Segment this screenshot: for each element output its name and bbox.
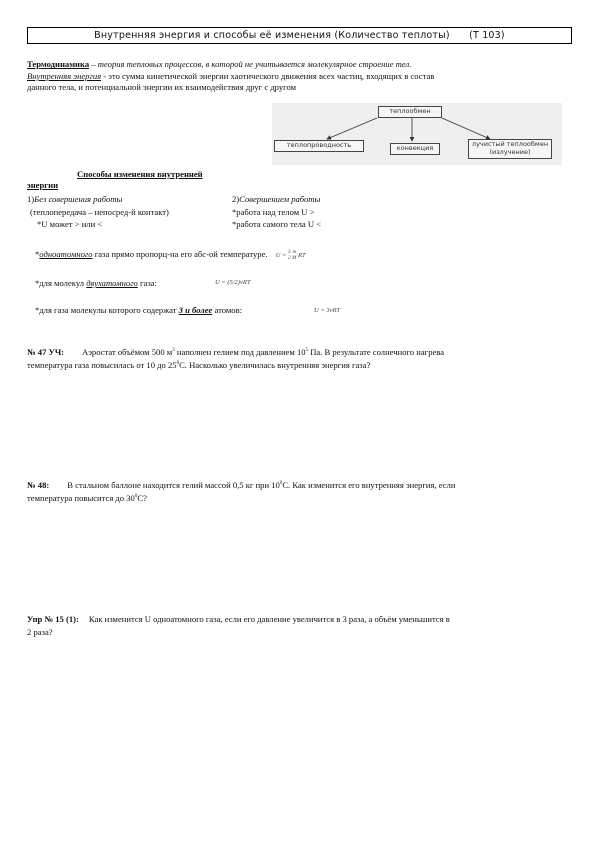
exercise-15-line-2: 2 раза? [27, 627, 53, 637]
diatomic-word: двухатомного [86, 278, 138, 288]
problem-47-line-2: температура газа повысилась от 10 до $25^0С$. Насколько увеличилась внутренняя энергия газа? [27, 359, 371, 370]
exercise-15: Упр № 15 (1): Как изменится U одноатомного газа, если его давление увеличится в 3 раза, а объём уменьшится в [27, 614, 450, 624]
internal-energy-text-2: данного тела, и потенциальной энергии их взаимодействия друг с другом [27, 82, 297, 92]
monatomic-text: газа прямо пропорц-на его абс-ой температуре. [92, 249, 268, 259]
monatomic-word: одноатомного [39, 249, 93, 259]
method-no-work-bullet: *U может > или < [37, 219, 103, 229]
problem-48-label: № 48: [27, 479, 50, 490]
methods-heading-2: энергии [27, 180, 59, 190]
methods-heading-1: Способы изменения внутренней [77, 169, 203, 179]
arrow-to-conduction [327, 118, 377, 139]
node-convection: конвекция [390, 143, 440, 155]
method-work-num: 2) [232, 194, 240, 204]
heat-transfer-diagram [272, 103, 562, 165]
diatomic-formula: U = (5/2)νRT [215, 279, 251, 286]
internal-energy-term: Внутренняя энергия [27, 71, 102, 81]
diatomic-gas-line: *для молекул двухатомного газа: [35, 278, 157, 288]
method-work-bullet-1: *работа над телом U > [232, 207, 315, 217]
exercise-15-label: Упр № 15 (1): [27, 614, 79, 624]
method-no-work-title [27, 194, 122, 205]
problem-48-line-2: температура повысится до $30^0С$? [27, 492, 147, 503]
thermodynamics-text: – теория тепловых процессов, в которой не учитывается молекулярное строение тел. [89, 59, 412, 69]
page-title: Внутренняя энергия и способы её изменения (Количество теплоты) [94, 30, 450, 41]
thermodynamics-definition [27, 59, 572, 70]
internal-energy-definition [27, 71, 572, 82]
internal-energy-text-1: - это сумма кинетической энергии хаотического движения всех частиц, входящих в состав [101, 71, 435, 81]
polyatomic-word: 3 и более [178, 305, 213, 315]
problem-48: № 48: В стальном баллоне находится гелий массой 0,5 кг при $10^0С$. Как изменится его внутренняя энергия, если [27, 479, 456, 490]
method-work-label: Совершением работы [239, 194, 321, 204]
monatomic-formula: U = 3 2 m M RT [275, 249, 306, 261]
polyatomic-formula: U = 3νRT [314, 307, 341, 314]
node-heat-exchange: теплообмен [378, 106, 442, 118]
method-work-bullet-2: *работа самого тела U < [232, 219, 322, 229]
node-radiation: лучистый теплообмен (излучение) [468, 139, 552, 159]
arrow-to-radiation [442, 118, 490, 139]
page-title-box [27, 27, 572, 44]
polyatomic-gas-line: *для газа молекулы которого содержат 3 и более атомов: [35, 305, 243, 315]
method-no-work-label: Без совершения работы [34, 194, 123, 204]
node-conduction: теплопроводность [274, 140, 364, 152]
problem-47: № 47 УЧ: Аэростат объёмом 500 $м^3$ наполнен гелием под давлением $10^5$ Па. В результате солнечного нагрева [27, 346, 445, 357]
page-code: (Т 103) [469, 30, 505, 41]
method-work-title [232, 194, 320, 205]
problem-47-label: № 47 УЧ: [27, 346, 65, 357]
monatomic-gas-line: *одноатомного газа прямо пропорц-на его абс-ой температуре. U = 3 2 m M RT [35, 249, 306, 261]
method-no-work-num: 1) [27, 194, 35, 204]
thermodynamics-term: Термодинамика [27, 59, 90, 69]
method-no-work-note: (теплопередача – непосред-й контакт) [30, 207, 169, 217]
